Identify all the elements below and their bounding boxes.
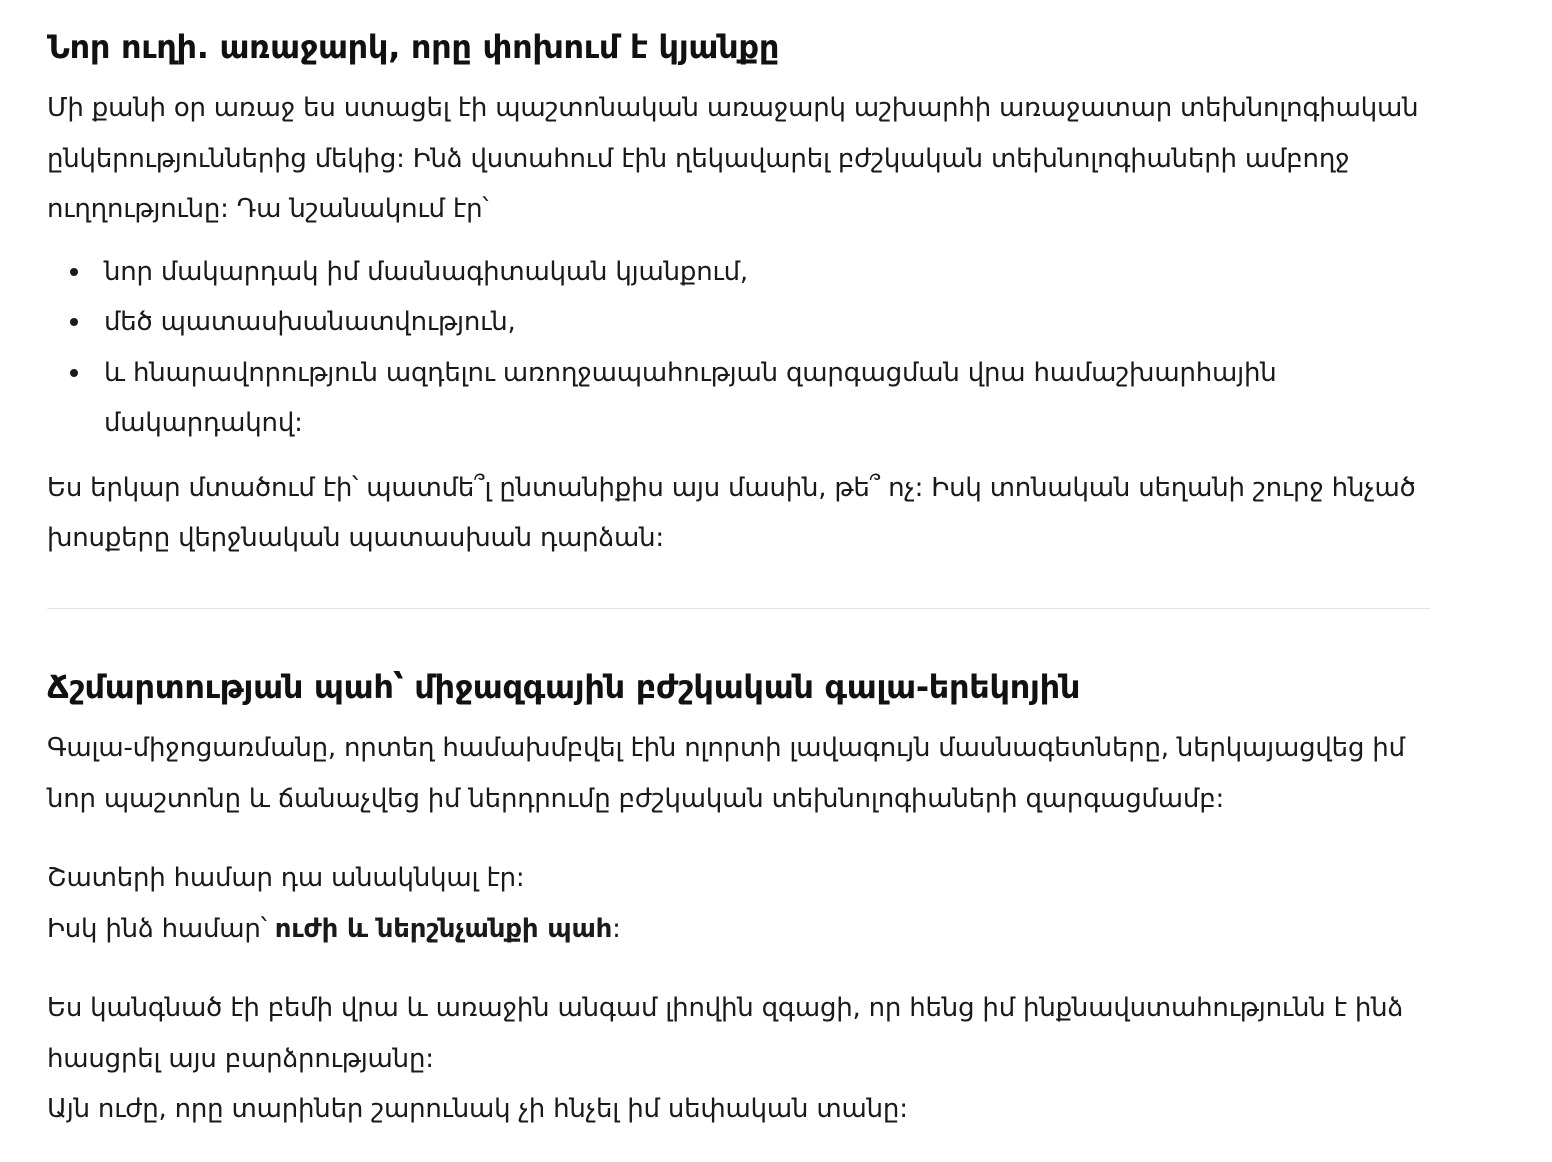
bullet-item: [47, 348, 1430, 449]
paragraph-line: Ես երկար մտածում էի՝ պատմե՞լ ընտանիքիս այս մասին, թե՞ ոչ: Իսկ տոնական սեղանի շուրջ հնչած: [47, 472, 1416, 503]
bullet-text: նոր մակարդակ իմ մասնագիտական կյանքում,: [104, 256, 748, 287]
line-suffix: :: [612, 913, 621, 944]
bullet-text: մակարդակով:: [104, 408, 303, 438]
paragraph-line: ընկերություններից մեկից: Ինձ վստահում էին ղեկավարել բժշկական տեխնոլոգիաների ամբողջ: [47, 143, 1350, 174]
paragraph-line: Ես կանգնած էի բեմի վրա և առաջին անգամ լիովին զգացի, որ հենց իմ ինքնավստահությունն է ինձ: [47, 993, 1404, 1023]
paragraph-line: Գալա-միջոցառմանը, որտեղ համախմբվել էին ոլորտի լավագույն մասնագետները, ներկայացվեց իմ: [47, 733, 1405, 763]
bullet-text: և հնարավորություն ազդելու առողջապահության զարգացման վրա համաշխարհային: [104, 357, 1277, 388]
section-heading: Ճշմարտության պահ՝ միջազգային բժշկական գալա-երեկոյին: [47, 668, 1081, 706]
emphasis-text: ուժի և ներշնչանքի պահ: [274, 913, 613, 944]
closing-paragraph: [47, 463, 1430, 564]
section-new-path: [47, 22, 1430, 564]
paragraph-line: [47, 904, 1430, 955]
bullet-dot-icon: [70, 369, 78, 377]
paragraph-line: Շատերի համար դա անակնկալ էր:: [47, 863, 525, 893]
paragraph-line: խոսքերը վերջնական պատասխան դարձան:: [47, 523, 664, 553]
gala-paragraph: [47, 723, 1430, 824]
paragraph-line: ուղղությունը: Դա նշանակում էր՝: [47, 194, 489, 224]
bullet-text: մեծ պատասխանատվություն,: [104, 307, 516, 337]
paragraph-line: նոր պաշտոնը և ճանաչվեց իմ ներդրումը բժշկական տեխնոլոգիաների զարգացմամբ:: [47, 783, 1225, 814]
bullet-dot-icon: [70, 268, 78, 276]
line-prefix: Իսկ ինձ համար՝: [47, 913, 275, 944]
stage-paragraph: [47, 983, 1430, 1135]
bullet-item: [47, 247, 1430, 298]
surprise-paragraph: [47, 853, 1430, 954]
paragraph-line: Մի քանի օր առաջ ես ստացել էի պաշտոնական առաջարկ աշխարհի առաջատար տեխնոլոգիական: [47, 93, 1419, 123]
paragraph-line: Այն ուժը, որը տարիներ շարունակ չի հնչել իմ սեփական տանը:: [47, 1094, 908, 1124]
bullet-item: [47, 297, 1430, 348]
section-heading: Նոր ուղի. առաջարկ, որը փոխում է կյանքը: [47, 28, 780, 66]
bullet-dot-icon: [70, 318, 78, 326]
section-moment-of-truth: [47, 662, 1430, 1135]
section-divider: [47, 608, 1430, 609]
intro-paragraph: [47, 83, 1430, 235]
paragraph-line: հասցրել այս բարձրությանը:: [47, 1043, 434, 1074]
bullet-list: [47, 247, 1430, 449]
